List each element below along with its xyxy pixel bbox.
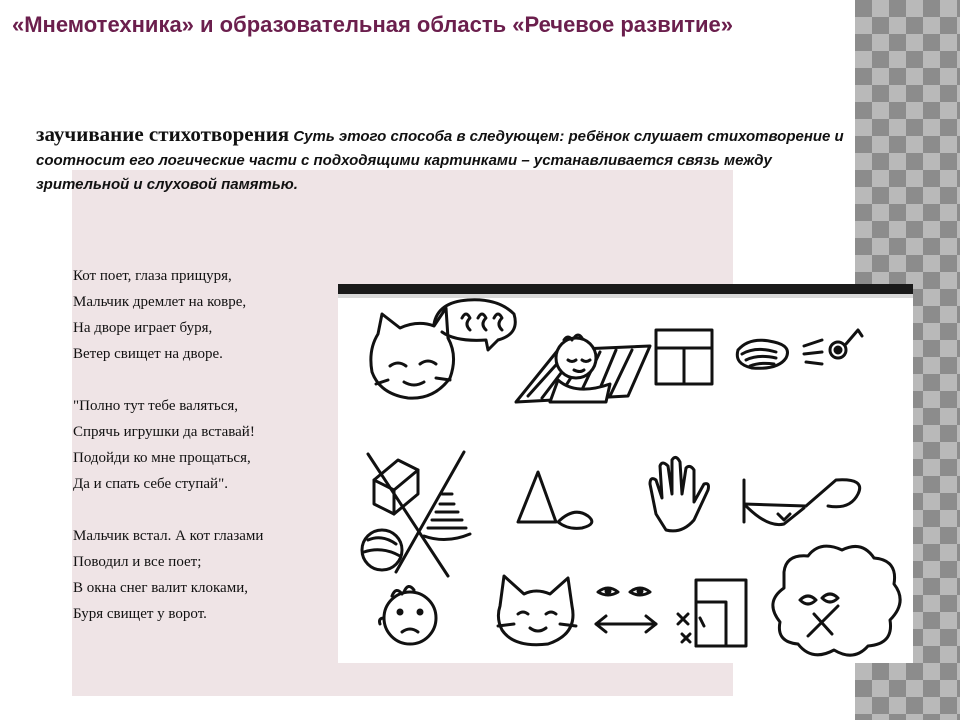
intro-paragraph: [36, 122, 866, 197]
poem: [73, 263, 333, 653]
intro-description: Суть этого способа в следующем: ребёнок слушает стихотворение и соотносит его логические части с подходящими картинками – устанавливается связь между зрительной и слуховой памятью.: [36, 128, 844, 193]
poem-line: Поводил и все поет;: [73, 554, 202, 570]
poem-line: В окна снег валит клоками,: [73, 580, 248, 596]
poem-line: Спрячь игрушки да вставай!: [73, 424, 255, 440]
poem-line: На дворе играет буря,: [73, 320, 213, 336]
poem-line: Подойди ко мне прощаться,: [73, 450, 251, 466]
slide-title: «Мнемотехника» и образовательная область «Речевое развитие»: [12, 12, 734, 37]
poem-stanza: [73, 393, 333, 497]
poem-stanza: [73, 523, 333, 627]
poem-line: Буря свищет у ворот.: [73, 606, 207, 622]
mnemotable-image: [338, 284, 913, 663]
poem-line: Мальчик встал. А кот глазами: [73, 528, 264, 544]
poem-line: "Полно тут тебе валяться,: [73, 398, 238, 414]
intro-lead: заучивание стихотворения: [36, 122, 290, 146]
poem-line: Да и спать себе ступай".: [73, 476, 228, 492]
poem-line: Ветер свищет на дворе.: [73, 346, 223, 362]
poem-stanza: [73, 263, 333, 367]
poem-line: Кот поет, глаза прищуря,: [73, 268, 232, 284]
poem-line: Мальчик дремлет на ковре,: [73, 294, 247, 310]
